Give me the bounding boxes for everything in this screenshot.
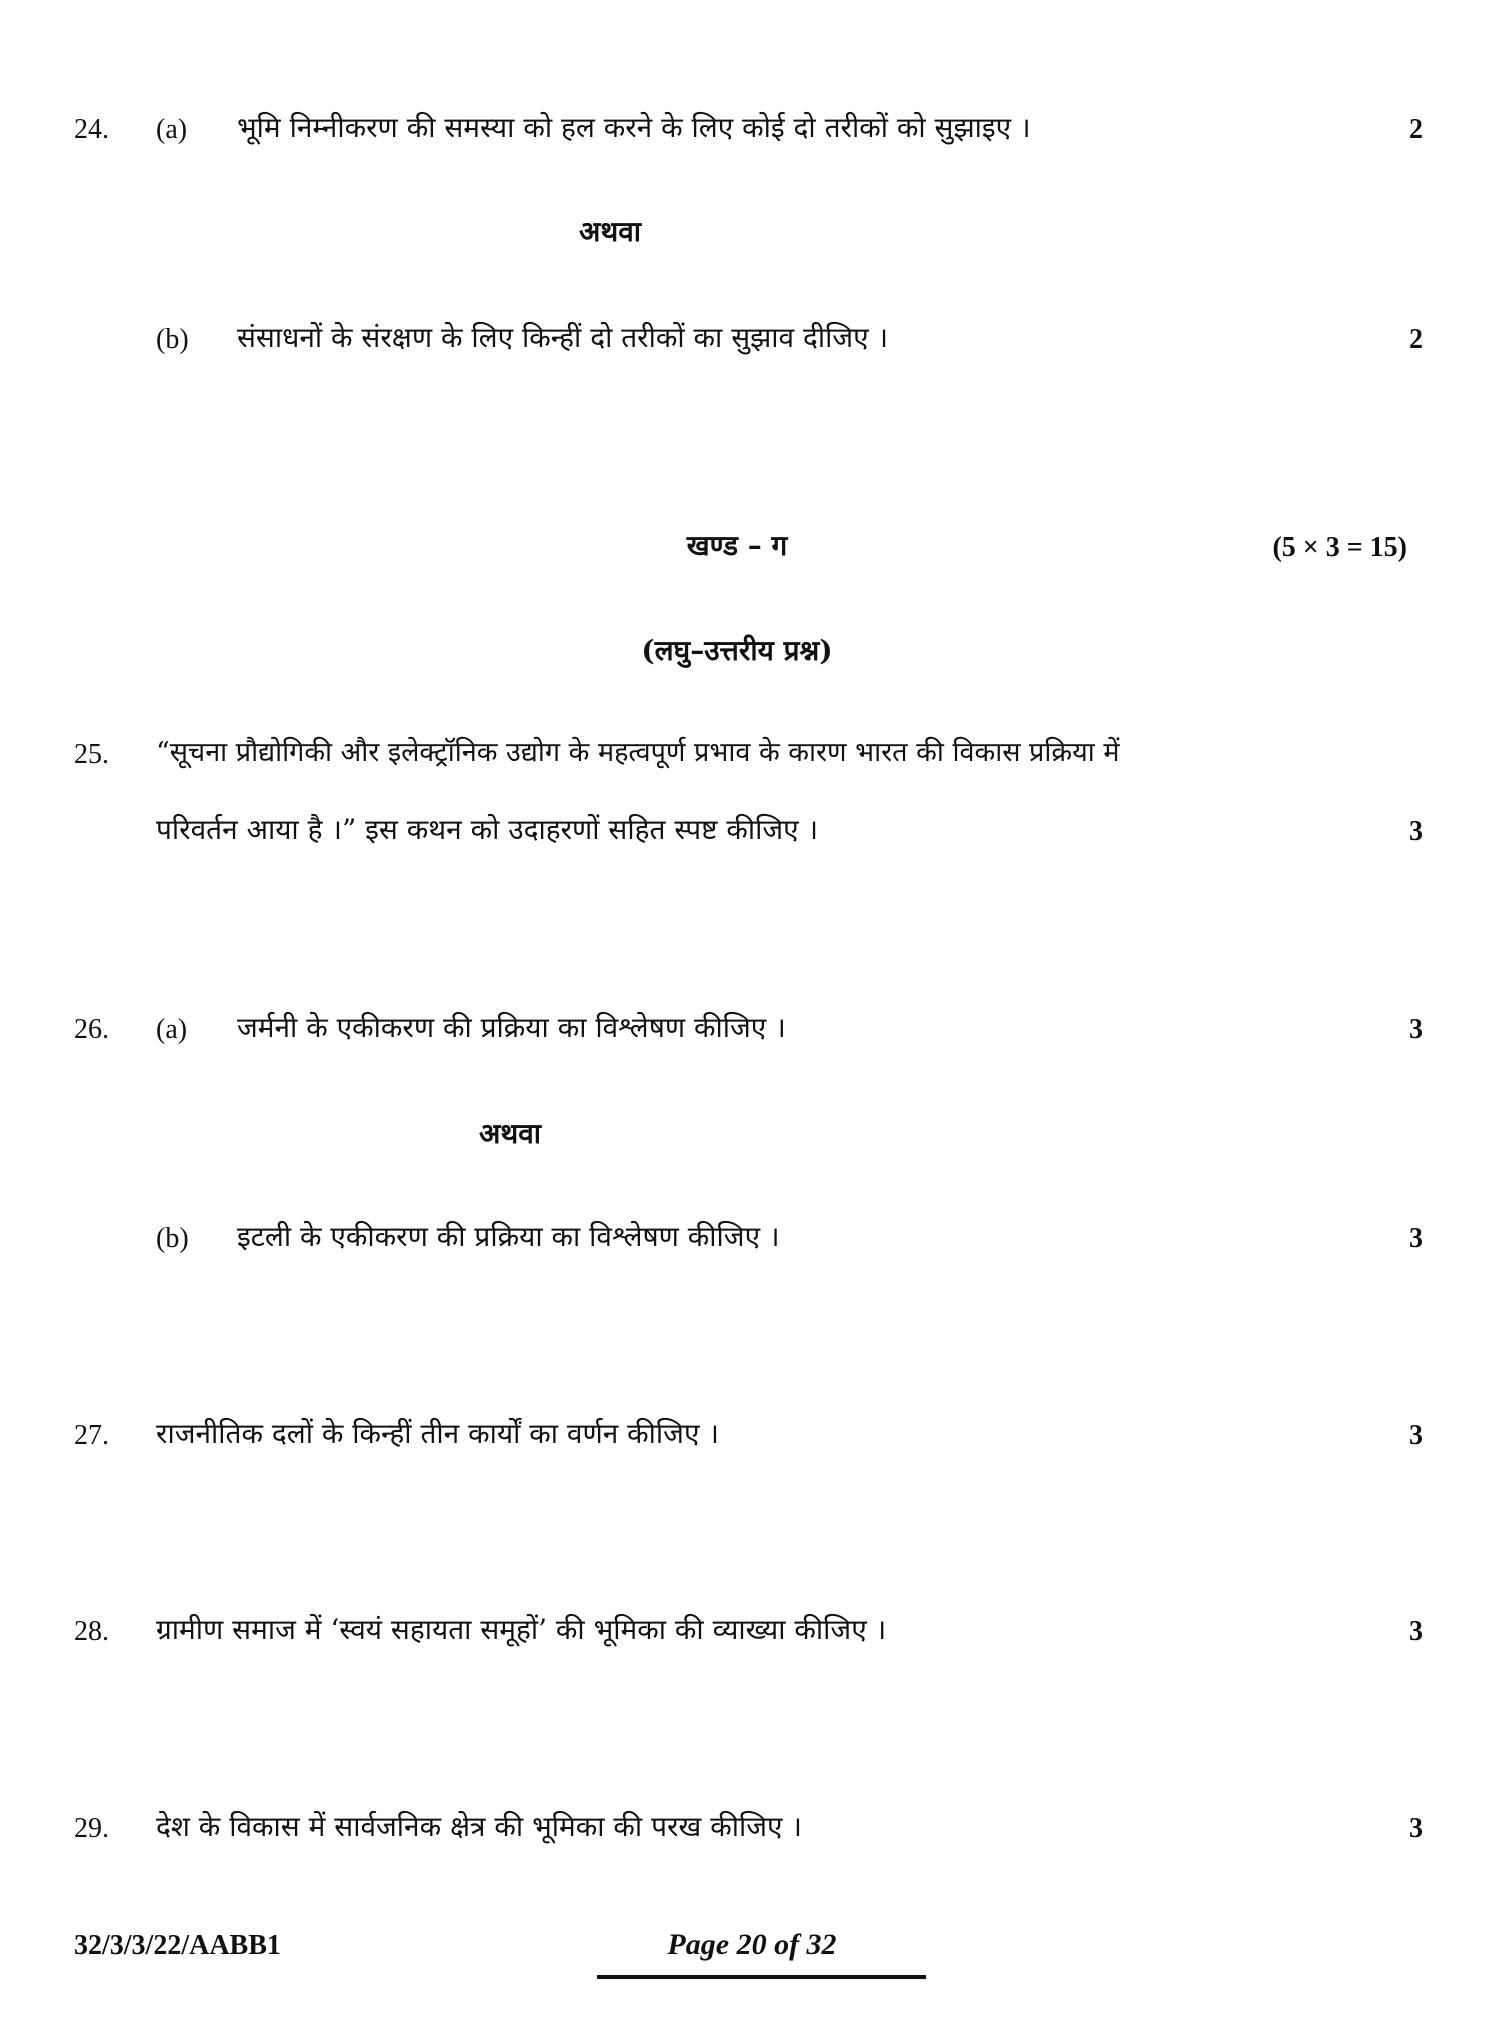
question-number: 24. [74,114,109,145]
paper-code: 32/3/3/22/AABB1 [74,1930,281,1961]
marks: 3 [1409,1616,1423,1647]
marks: 2 [1409,114,1423,145]
or-separator: अथवा [578,215,642,248]
question-number: 25. [74,739,109,770]
section-title: खण्ड – ग [686,529,788,562]
option-label: (a) [156,114,188,145]
marks: 3 [1409,1420,1423,1451]
option-label: (a) [156,1014,188,1045]
question-text-continued: परिवर्तन आया है ।” इस कथन को उदाहरणों सहित स्पष्ट कीजिए । [156,813,819,846]
question-text: राजनीतिक दलों के किन्हीं तीन कार्यों का वर्णन कीजिए । [156,1417,719,1450]
marks: 3 [1409,1223,1423,1254]
marks: 3 [1409,1014,1423,1045]
question-text: जर्मनी के एकीकरण की प्रक्रिया का विश्लेषण कीजिए । [237,1011,786,1044]
page-number-underline [597,1975,926,1979]
question-text: संसाधनों के संरक्षण के लिए किन्हीं दो तरीकों का सुझाव दीजिए । [237,321,889,354]
marks: 3 [1409,816,1423,847]
question-text: ग्रामीण समाज में ‘स्वयं सहायता समूहों’ की भूमिका की व्याख्या कीजिए । [156,1613,887,1646]
marks: 3 [1409,1813,1423,1844]
question-text: भूमि निम्नीकरण की समस्या को हल करने के लिए कोई दो तरीकों को सुझाइए । [237,111,1031,144]
option-label: (b) [156,1223,189,1254]
question-number: 29. [74,1813,109,1844]
page-number: Page 20 of 32 [667,1928,837,1961]
question-number: 27. [74,1420,109,1451]
option-label: (b) [156,324,189,355]
question-text: देश के विकास में सार्वजनिक क्षेत्र की भूमिका की परख कीजिए । [156,1810,803,1843]
question-text: इटली के एकीकरण की प्रक्रिया का विश्लेषण कीजिए । [237,1220,780,1253]
marks: 2 [1409,324,1423,355]
question-number: 28. [74,1616,109,1647]
section-subtitle: (लघु–उत्तरीय प्रश्न) [641,634,833,667]
question-number: 26. [74,1014,109,1045]
question-text: “सूचना प्रौद्योगिकी और इलेक्ट्रॉनिक उद्योग के महत्वपूर्ण प्रभाव के कारण भारत की विकास प्रक्रिया में [156,737,1120,768]
section-marks: (5 × 3 = 15) [1272,532,1407,563]
or-separator: अथवा [478,1117,542,1150]
